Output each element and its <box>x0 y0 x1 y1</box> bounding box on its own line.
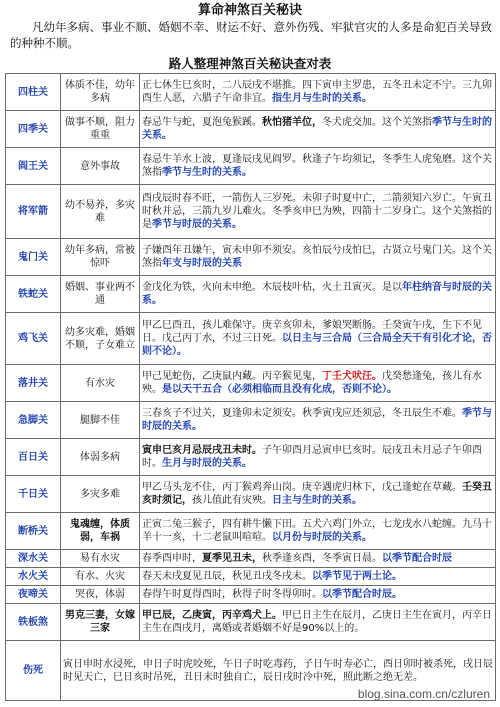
guan-effect: 多灾多难 <box>61 476 140 513</box>
guan-effect: 男克三妻，女嫁三家 <box>61 604 140 641</box>
rule-text: 春季酉申时， <box>142 553 202 564</box>
guan-rule <box>140 439 496 476</box>
page-title: 算命神煞百关秘诀 <box>197 3 302 18</box>
table-row <box>6 439 496 476</box>
rule-text: 甲乙马头龙不住，丙丁猴鸡奔山岗。庚辛遇虎归林下，戊己逢蛇在草藏。 <box>142 482 462 493</box>
guan-name: 断桥关 <box>6 513 61 550</box>
rule-highlight: 季节与时辰的关系。 <box>142 408 492 432</box>
guan-name: 急脚关 <box>6 402 61 439</box>
guan-rule <box>140 365 496 402</box>
guan-effect: 有水灾 <box>61 365 140 402</box>
guan-rule <box>140 513 496 550</box>
rule-text: 春忌牛与蛇，夏泡兔猴蹊。 <box>142 117 262 128</box>
rule-highlight: 是以天干五合（必须相临而且没有化成，否则不论）。 <box>162 384 397 395</box>
table-row <box>6 276 496 313</box>
rule-bold: 寅申巳亥月忌辰戌丑未时。 <box>142 445 262 456</box>
rule-highlight: 日主与生时的关系。 <box>272 495 362 506</box>
rule-text: 春天未戌夏见丑辰，秋见丑戌冬戌未。 <box>142 571 312 582</box>
guan-name: 四柱关 <box>6 74 61 111</box>
guan-rule <box>140 148 496 185</box>
table-row <box>6 402 496 439</box>
guan-rule <box>140 239 496 276</box>
rule-highlight: 以季节见于两土论。 <box>312 571 402 582</box>
guan-rule <box>140 111 496 148</box>
rule-highlight: 年柱纳音与时辰的关系。 <box>142 282 492 306</box>
guan-effect: 体质不佳，幼年多病 <box>61 74 140 111</box>
rule-highlight: 以日主与三合局（三合局全天干有引化才论，否则不论）。 <box>142 333 492 357</box>
guan-rule <box>140 276 496 313</box>
guan-effect: 意外事故 <box>61 148 140 185</box>
guan-effect: 婚姻、事业两不通 <box>61 276 140 313</box>
rule-text: 甲乙巳酉丑，孩儿难保守。庚辛亥卯未，爹娘哭断肠。壬癸寅午戌，生下不见日。戊己丙丁水，不过三日死。 <box>142 320 482 344</box>
rule-text: 冬犬虎交加。这个关煞指 <box>322 117 432 128</box>
guan-rule <box>140 185 496 239</box>
rule-text: 酉戌辰时春不旺，一箭伤人三岁死。未卯子时夏中亡，二箭须知六岁亡。午寅丑时秋并忌，三箭九岁儿难火。冬季亥申巳为殃，四箭十二岁身亡。这个关煞指的是 <box>142 193 492 230</box>
rule-highlight: 以季节配合时辰 <box>382 553 452 564</box>
rule-text: 春忌牛羊水上波，夏逢辰戌见阎罗。秋逢子午均须记，冬季生人虎兔磨。这个关煞指 <box>142 154 492 178</box>
rule-text: 子嫌酉年丑嫌午，寅未申卯不须安。亥怕辰兮戌怕巳，古贤立号鬼门关。这个关煞指 <box>142 245 492 269</box>
rule-red: 丁壬犬吠汪。 <box>322 371 382 382</box>
table-row <box>6 550 496 568</box>
guan-name: 深水关 <box>6 550 61 568</box>
table-row <box>6 148 496 185</box>
table-row <box>6 313 496 365</box>
rule-highlight: 季节与生时的关系。 <box>142 117 492 141</box>
rule-bold: 夏季见丑未， <box>202 553 262 564</box>
table-row <box>6 586 496 604</box>
intro-paragraph: 凡幼年多病、事业不顺、婚姻不幸、财运不好、意外伤残、牢狱官灾的人多是命犯百关导致的种种不顺。 <box>10 20 492 50</box>
guan-rule <box>140 604 496 641</box>
rule-highlight: 生月与时辰的关系。 <box>162 458 252 469</box>
guan-effect: 幼多灾难，婚姻不顺，子女难立 <box>61 313 140 365</box>
rule-text: 孩儿值此有灾殃。 <box>192 495 272 506</box>
guan-name: 夜啼关 <box>6 586 61 604</box>
table-title: 路人整理神煞百关秘诀查对表 <box>168 56 332 71</box>
rule-highlight: 以月份与时辰的关系。 <box>272 532 372 543</box>
rule-text: 寅日申时水浸死，申日子时虎咬死，午日子时吃毒药，子日午时寿必亡，酉日卯时被杀死，戌日辰时见天亡，巳日亥时吊死，丑日未时独自亡，辰日戌时冷中死，照此断之绝无差。 <box>63 658 493 683</box>
guan-name: 四季关 <box>6 111 61 148</box>
table-row <box>6 568 496 586</box>
table-row <box>6 239 496 276</box>
guan-name: 伤死 <box>6 641 61 701</box>
rule-highlight: 年支与时辰的关系 <box>162 258 242 269</box>
rule-highlight: 指生月与生时的关系。 <box>272 93 372 104</box>
table-row <box>6 476 496 513</box>
rule-text: 甲己见蛇伤，乙庚鼠内藏。丙辛猴见鬼， <box>142 371 322 382</box>
table-row <box>6 111 496 148</box>
guan-rule <box>140 476 496 513</box>
guan-effect: 易有水灾 <box>61 550 140 568</box>
guan-rule <box>140 313 496 365</box>
guan-effect: 有水、火灾 <box>61 568 140 586</box>
rule-text: 正七休生巳亥时，二八辰戌不堪推。四下寅申主罗患，五冬丑未定不宁。三九卯酉生人恶，六腊子午命非宜。 <box>142 80 492 104</box>
guan-name: 千日关 <box>6 476 61 513</box>
table-row <box>6 185 496 239</box>
guan-effect: 幼年多病，常被惊吓 <box>61 239 140 276</box>
watermark: blog.sina.com.cn/czluren <box>357 687 490 701</box>
rule-bold: 甲已辰，乙庚寅，丙辛鸡犬上。 <box>142 610 282 621</box>
rule-text: 金戊化为铁，火向未申绝。木辰枝叶枯，火土丑寅灭。是以 <box>142 282 402 293</box>
rule-text: 子午卯酉月忌寅申巳亥时。辰戌丑未月忌子午卯酉时。 <box>142 445 482 469</box>
rule-text: 甲已日主生在辰月，乙庚日主生在寅月，丙辛日主生在酉戌月，离婚或者婚姻不好是90%以上的。 <box>142 610 492 634</box>
guan-name: 铁蛇关 <box>6 276 61 313</box>
guan-effect: 哭夜，体弱 <box>61 586 140 604</box>
table-row <box>6 604 496 641</box>
guan-name: 鸡飞关 <box>6 313 61 365</box>
guan-effect: 幼不易养，多灾难 <box>61 185 140 239</box>
guan-name: 水火关 <box>6 568 61 586</box>
rule-highlight: 季节与生时的关系。 <box>162 167 252 178</box>
table-row <box>6 365 496 402</box>
rule-bold: 壬癸丑亥时须记， <box>142 482 492 506</box>
guan-name: 百日关 <box>6 439 61 476</box>
guan-name: 落井关 <box>6 365 61 402</box>
guan-effect: 体弱多病 <box>61 439 140 476</box>
rule-bold: 秋怕猪羊位， <box>262 117 322 128</box>
table-row <box>6 74 496 111</box>
guan-name: 将军箭 <box>6 185 61 239</box>
rule-text: 戊癸愁逢兔，孩儿有水殃。 <box>142 371 482 395</box>
guan-effect: 鬼魂缠，体质弱，车祸 <box>61 513 140 550</box>
rule-text: 春得午时夏得酉时，秋得子时冬得卯时。 <box>142 589 322 600</box>
guan-name: 阎王关 <box>6 148 61 185</box>
guansha-table <box>5 73 496 701</box>
guan-rule <box>140 550 496 568</box>
guan-rule <box>140 74 496 111</box>
guan-rule <box>140 586 496 604</box>
rule-text: 秋季逢亥酉，冬季寅日晨。 <box>262 553 382 564</box>
rule-text: 正寅二兔三猴子，四有耕牛懒下田。五犬六鸡门外立，七龙戌水八蛇缠。九马十羊十一亥，十二老鼠叫喧喧。 <box>142 519 492 543</box>
rule-highlight: 以季节配合时辰。 <box>322 589 402 600</box>
guan-rule <box>140 568 496 586</box>
guan-effect: 腿脚不佳 <box>61 402 140 439</box>
guan-rule <box>140 402 496 439</box>
rule-highlight: 季节与时辰的关系。 <box>152 219 242 230</box>
guan-effect: 做事不顺，阻力重重 <box>61 111 140 148</box>
rule-text: 三春亥子不过关，夏逢卯未定须安。秋季寅戌应还须忌，冬丑辰生不难。 <box>142 408 462 419</box>
guan-name: 鬼门关 <box>6 239 61 276</box>
guan-name: 铁板煞 <box>6 604 61 641</box>
table-row <box>6 513 496 550</box>
